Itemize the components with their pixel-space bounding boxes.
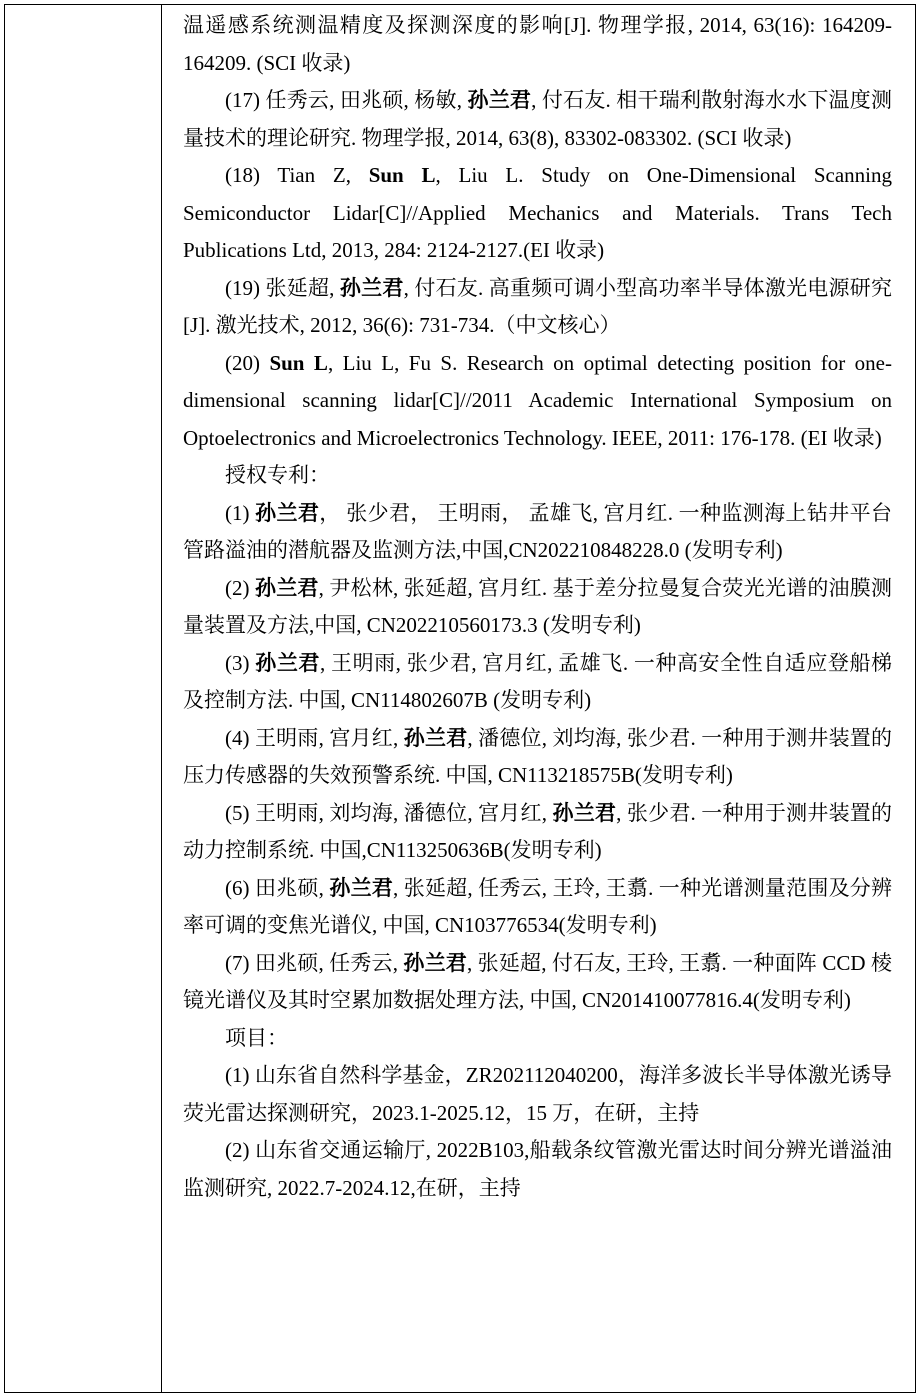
entry-text: (4) 王明雨, 宫月红, bbox=[225, 725, 404, 750]
entry-text: 项目： bbox=[225, 1025, 288, 1050]
entry-text: 授权专利： bbox=[225, 463, 330, 487]
author-highlight: 孙兰君 bbox=[255, 500, 320, 525]
entry-text: (7) 田兆硕, 任秀云, bbox=[225, 950, 404, 975]
entry-text: , Liu L, Fu S. Research on optimal detecting position for one-dimensional scanning lidar[C]//2011 Academic International Symposium on Optoelectronics and Microelectronics Technology. IEEE, 2011: 176-178. (EI 收录) bbox=[183, 350, 892, 450]
author-highlight: 孙兰君 bbox=[467, 88, 532, 112]
entry-projects-header bbox=[183, 1020, 892, 1058]
entry-pat4 bbox=[183, 720, 892, 795]
entry-text: , 潘德位, 刘均海, 张少君. 一种用于测井装置的压力传感器的失效预警系统. 中国, CN113218575B(发明专利) bbox=[183, 725, 893, 787]
entry-pat1 bbox=[183, 495, 892, 570]
entry-p17 bbox=[183, 82, 892, 157]
resume-table bbox=[4, 4, 916, 1393]
entry-text: , 尹松林, 张延超, 宫月红. 基于差分拉曼复合荧光光谱的油膜测量装置及方法,中国, CN202210560173.3 (发明专利) bbox=[183, 575, 892, 637]
entry-patents-header bbox=[183, 457, 892, 495]
author-highlight: 孙兰君 bbox=[552, 800, 617, 825]
entry-p18 bbox=[183, 157, 892, 270]
entry-text: , 王明雨, 张少君, 宫月红, 孟雄飞. 一种高安全性自适应登船梯及控制方法. 中国, CN114802607B (发明专利) bbox=[183, 650, 892, 712]
entry-text: , 张延超, 付石友, 王玲, 王翥. 一种面阵 CCD 棱镜光谱仪及其时空累加数据处理方法, 中国, CN201410077816.4(发明专利) bbox=[183, 950, 892, 1012]
entry-text: (20) bbox=[225, 350, 270, 375]
entry-text: ， 张少君， 王明雨， 孟雄飞, 宫月红. 一种监测海上钻井平台管路溢油的潜航器及监测方法,中国,CN202210848228.0 (发明专利) bbox=[183, 500, 892, 562]
entry-text: , 张少君. 一种用于测井装置的动力控制系统. 中国,CN113250636B(发明专利) bbox=[183, 800, 893, 862]
entry-text: (19) 张延超, bbox=[225, 275, 340, 300]
entry-text: (1) bbox=[225, 500, 256, 525]
entry-text: (2) 山东省交通运输厅, 2022B103,船载条纹管激光雷达时间分辨光谱溢油监测研究, 2022.7-2024.12,在研，主持 bbox=[183, 1138, 892, 1200]
entry-text: (6) 田兆硕, bbox=[225, 875, 330, 900]
entry-proj2 bbox=[183, 1132, 892, 1207]
entry-pat5 bbox=[183, 795, 892, 870]
author-highlight: 孙兰君 bbox=[403, 950, 467, 975]
entry-text: , 张延超, 任秀云, 王玲, 王翥. 一种光谱测量范围及分辨率可调的变焦光谱仪, 中国, CN103776534(发明专利) bbox=[183, 875, 893, 937]
table-label-cell bbox=[5, 5, 162, 1392]
entry-text: (2) bbox=[225, 575, 255, 600]
entry-pat2 bbox=[183, 570, 892, 645]
author-highlight: 孙兰君 bbox=[329, 875, 394, 900]
entry-text: , 付石友. 高重频可调小型高功率半导体激光电源研究[J]. 激光技术, 2012, 36(6): 731-734.（中文核心） bbox=[183, 275, 892, 337]
author-highlight: 孙兰君 bbox=[255, 650, 320, 675]
entry-text: , Liu L. Study on One-Dimensional Scanning Semiconductor Lidar[C]//Applied Mechanics and Materials. Trans Tech Publications Ltd, 2013, 284: 2124-2127.(EI 收录) bbox=[183, 163, 892, 262]
author-highlight: 孙兰君 bbox=[339, 275, 404, 300]
entry-pat6 bbox=[183, 870, 892, 945]
entry-text: 温遥感系统测温精度及探测深度的影响[J]. 物理学报, 2014, 63(16): 164209-164209. (SCI 收录) bbox=[183, 13, 892, 75]
entry-text: (3) bbox=[225, 650, 256, 675]
entry-pat7 bbox=[183, 945, 892, 1020]
author-highlight: Sun L bbox=[269, 350, 328, 375]
entry-p16-tail bbox=[183, 7, 892, 82]
author-highlight: Sun L bbox=[368, 163, 436, 187]
author-highlight: 孙兰君 bbox=[403, 725, 468, 750]
entry-p20 bbox=[183, 345, 892, 458]
table-content-cell bbox=[162, 5, 915, 1392]
author-highlight: 孙兰君 bbox=[254, 575, 319, 600]
entry-text: (1) 山东省自然科学基金，ZR202112040200，海洋多波长半导体激光诱导荧光雷达探测研究，2023.1-2025.12，15 万，在研，主持 bbox=[183, 1063, 892, 1125]
entry-text: (18) Tian Z, bbox=[225, 163, 369, 187]
entry-pat3 bbox=[183, 645, 892, 720]
entry-text: , 付石友. 相干瑞利散射海水水下温度测量技术的理论研究. 物理学报, 2014, 63(8), 83302-083302. (SCI 收录) bbox=[183, 88, 893, 150]
entry-p19 bbox=[183, 270, 892, 345]
entry-text: (5) 王明雨, 刘均海, 潘德位, 宫月红, bbox=[225, 800, 553, 825]
entry-proj1 bbox=[183, 1057, 892, 1132]
entry-text: (17) 任秀云, 田兆硕, 杨敏, bbox=[225, 88, 468, 112]
